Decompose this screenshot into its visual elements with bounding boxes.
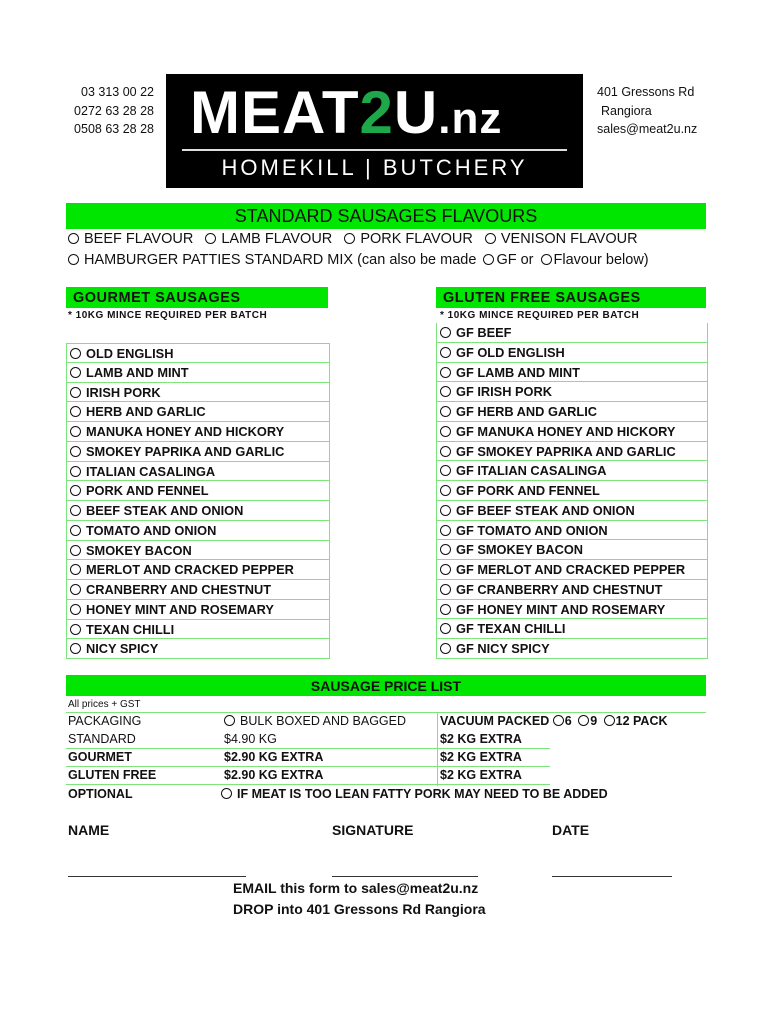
list-item[interactable] bbox=[437, 619, 707, 639]
date-field[interactable] bbox=[552, 875, 672, 877]
list-item-label: CRANBERRY AND CHESTNUT bbox=[86, 582, 272, 597]
radio-icon[interactable] bbox=[70, 446, 81, 457]
address-block bbox=[597, 83, 697, 139]
phone-3: 0508 63 28 28 bbox=[74, 122, 154, 136]
list-item-label: GF SMOKEY BACON bbox=[456, 542, 584, 558]
standard-flavour-options bbox=[68, 231, 638, 247]
list-item[interactable] bbox=[437, 343, 707, 363]
radio-icon[interactable] bbox=[440, 604, 451, 615]
price-divider bbox=[66, 784, 550, 785]
radio-icon[interactable] bbox=[440, 643, 451, 654]
signature-field[interactable] bbox=[332, 875, 478, 877]
list-item-label: GF TOMATO AND ONION bbox=[456, 522, 608, 538]
radio-icon[interactable] bbox=[70, 485, 81, 496]
option-lamb-flavour[interactable]: LAMB FLAVOUR bbox=[205, 231, 332, 247]
list-item-label: GF HONEY MINT AND ROSEMARY bbox=[456, 601, 666, 617]
price-list-banner: SAUSAGE PRICE LIST bbox=[66, 675, 706, 696]
standard-sausages-banner: STANDARD SAUSAGES FLAVOURS bbox=[66, 203, 706, 229]
radio-icon[interactable] bbox=[440, 347, 451, 358]
radio-icon[interactable] bbox=[70, 466, 81, 477]
list-item-label: GF BEEF bbox=[456, 325, 512, 340]
list-item[interactable] bbox=[437, 422, 707, 442]
list-item-label: OLD ENGLISH bbox=[86, 346, 174, 361]
list-item-label: GF MERLOT AND CRACKED PEPPER bbox=[456, 562, 686, 577]
logo-wordmark: MEAT2U.nz bbox=[190, 79, 503, 146]
list-item[interactable] bbox=[437, 600, 707, 620]
radio-icon[interactable] bbox=[70, 505, 81, 516]
list-item-label: GF IRISH PORK bbox=[456, 384, 552, 400]
radio-icon[interactable] bbox=[440, 367, 451, 378]
radio-icon[interactable] bbox=[440, 623, 451, 634]
radio-icon[interactable] bbox=[440, 465, 451, 476]
price-row-bulk: $2.90 KG EXTRA bbox=[224, 768, 324, 782]
list-item-label: GF NICY SPICY bbox=[456, 641, 550, 656]
radio-icon[interactable] bbox=[440, 584, 451, 595]
price-row-label: GOURMET bbox=[68, 750, 132, 764]
list-item[interactable] bbox=[437, 442, 707, 462]
gluten-free-note: * 10KG MINCE REQUIRED PER BATCH bbox=[440, 310, 640, 321]
list-item[interactable] bbox=[67, 402, 329, 422]
radio-icon[interactable] bbox=[604, 715, 615, 726]
price-row-label: STANDARD bbox=[68, 732, 136, 746]
list-item[interactable] bbox=[437, 639, 707, 659]
list-item-label: GF PORK AND FENNEL bbox=[456, 483, 600, 498]
list-item-label: TOMATO AND ONION bbox=[86, 522, 217, 538]
gourmet-list bbox=[66, 343, 330, 659]
list-item-label: SMOKEY PAPRIKA AND GARLIC bbox=[86, 443, 285, 459]
option-bulk[interactable]: BULK BOXED AND BAGGED bbox=[224, 714, 406, 728]
radio-icon[interactable] bbox=[70, 426, 81, 437]
radio-icon[interactable] bbox=[221, 788, 232, 799]
radio-icon[interactable] bbox=[70, 604, 81, 615]
radio-icon[interactable] bbox=[578, 715, 589, 726]
list-item[interactable] bbox=[67, 560, 329, 580]
list-item-label: GF ITALIAN CASALINGA bbox=[456, 463, 607, 479]
hamburger-patties-option: HAMBURGER PATTIES STANDARD MIX (can also be made GF or Flavour below) bbox=[68, 252, 649, 268]
radio-icon[interactable] bbox=[440, 327, 451, 338]
list-item[interactable] bbox=[437, 481, 707, 501]
radio-icon[interactable] bbox=[440, 426, 451, 437]
vacuum-column-divider bbox=[437, 712, 438, 786]
radio-icon[interactable] bbox=[553, 715, 564, 726]
contact-email: sales@meat2u.nz bbox=[597, 122, 698, 136]
list-item-label: MERLOT AND CRACKED PEPPER bbox=[86, 562, 294, 578]
list-item[interactable] bbox=[437, 580, 707, 600]
radio-icon[interactable] bbox=[70, 564, 81, 575]
phone-numbers bbox=[68, 83, 154, 139]
list-item[interactable] bbox=[437, 501, 707, 521]
list-item[interactable] bbox=[67, 343, 329, 363]
meat2u-logo bbox=[166, 74, 583, 188]
name-field[interactable] bbox=[68, 875, 246, 877]
gourmet-note: * 10KG MINCE REQUIRED PER BATCH bbox=[68, 310, 268, 321]
list-item-label: HERB AND GARLIC bbox=[86, 404, 206, 420]
option-beef-flavour[interactable]: BEEF FLAVOUR bbox=[68, 231, 193, 247]
option-fatty-pork[interactable]: IF MEAT IS TOO LEAN FATTY PORK MAY NEED TO BE ADDED bbox=[221, 787, 608, 801]
list-item[interactable] bbox=[67, 363, 329, 383]
list-item-label: GF HERB AND GARLIC bbox=[456, 404, 597, 419]
list-item[interactable] bbox=[437, 560, 707, 580]
list-item[interactable] bbox=[67, 521, 329, 541]
gluten-free-header: GLUTEN FREE SAUSAGES bbox=[436, 287, 706, 308]
radio-icon[interactable] bbox=[485, 233, 496, 244]
logo-tagline: HOMEKILL | BUTCHERY bbox=[221, 155, 528, 180]
radio-icon[interactable] bbox=[205, 233, 216, 244]
radio-icon[interactable] bbox=[70, 624, 81, 635]
radio-icon[interactable] bbox=[70, 643, 81, 654]
list-item[interactable] bbox=[67, 481, 329, 501]
email-instruction: EMAIL this form to sales@meat2u.nz bbox=[233, 880, 479, 896]
list-item-label: IRISH PORK bbox=[86, 384, 161, 400]
radio-icon[interactable] bbox=[440, 544, 451, 555]
drop-instruction: DROP into 401 Gressons Rd Rangiora bbox=[233, 901, 486, 917]
radio-icon[interactable] bbox=[440, 485, 451, 496]
list-item[interactable] bbox=[67, 422, 329, 442]
list-item-label: NICY SPICY bbox=[86, 641, 159, 657]
phone-2: 0272 63 28 28 bbox=[74, 103, 154, 118]
list-item-label: LAMB AND MINT bbox=[86, 364, 189, 380]
list-item-label: MANUKA HONEY AND HICKORY bbox=[86, 424, 285, 439]
radio-icon[interactable] bbox=[440, 446, 451, 457]
list-item-label: GF TEXAN CHILLI bbox=[456, 621, 566, 637]
list-item[interactable] bbox=[67, 383, 329, 403]
list-item-label: TEXAN CHILLI bbox=[86, 621, 175, 637]
list-item-label: PORK AND FENNEL bbox=[86, 483, 209, 499]
list-item[interactable] bbox=[67, 639, 329, 659]
radio-icon[interactable] bbox=[483, 254, 494, 265]
price-row-vacuum: $2 KG EXTRA bbox=[440, 732, 522, 746]
packaging-label: PACKAGING bbox=[68, 714, 142, 728]
list-item-label: GF BEEF STEAK AND ONION bbox=[456, 502, 635, 518]
list-item[interactable] bbox=[67, 580, 329, 600]
gluten-free-list bbox=[436, 323, 708, 659]
optional-label: OPTIONAL bbox=[68, 787, 133, 801]
list-item[interactable] bbox=[437, 363, 707, 383]
address-street: 401 Gressons Rd bbox=[597, 85, 695, 99]
option-venison-flavour[interactable]: VENISON FLAVOUR bbox=[485, 231, 638, 247]
radio-icon[interactable] bbox=[70, 406, 81, 417]
date-label: DATE bbox=[552, 822, 590, 838]
list-item[interactable] bbox=[67, 442, 329, 462]
address-town: Rangiora bbox=[601, 103, 652, 118]
radio-icon[interactable] bbox=[70, 545, 81, 556]
list-item-label: ITALIAN CASALINGA bbox=[86, 463, 216, 479]
price-row-bulk: $2.90 KG EXTRA bbox=[224, 750, 324, 764]
price-divider bbox=[66, 712, 706, 713]
list-item[interactable] bbox=[437, 521, 707, 541]
radio-icon[interactable] bbox=[344, 233, 355, 244]
name-label: NAME bbox=[68, 822, 110, 838]
radio-icon[interactable] bbox=[440, 525, 451, 536]
list-item-label: GF SMOKEY PAPRIKA AND GARLIC bbox=[456, 443, 676, 459]
radio-icon[interactable] bbox=[440, 564, 451, 575]
list-item-label: GF CRANBERRY AND CHESTNUT bbox=[456, 581, 663, 597]
list-item[interactable] bbox=[437, 540, 707, 560]
option-vacuum: VACUUM PACKED 6 9 12 PACK bbox=[440, 714, 668, 728]
list-item-label: GF MANUKA HONEY AND HICKORY bbox=[456, 423, 676, 439]
list-item[interactable] bbox=[67, 620, 329, 640]
list-item[interactable] bbox=[67, 541, 329, 561]
list-item-label: SMOKEY BACON bbox=[86, 542, 192, 558]
price-divider bbox=[66, 766, 550, 767]
price-divider bbox=[66, 748, 550, 749]
list-item[interactable] bbox=[67, 501, 329, 521]
radio-icon[interactable] bbox=[440, 505, 451, 516]
radio-icon[interactable] bbox=[68, 233, 79, 244]
price-row-bulk: $4.90 KG bbox=[224, 732, 277, 746]
list-item-label: BEEF STEAK AND ONION bbox=[86, 503, 244, 518]
list-item[interactable] bbox=[437, 402, 707, 422]
signature-label: SIGNATURE bbox=[332, 822, 414, 838]
logo-divider bbox=[182, 149, 567, 151]
phone-1: 03 313 00 22 bbox=[81, 85, 154, 99]
price-row-vacuum: $2 KG EXTRA bbox=[440, 768, 522, 782]
radio-icon[interactable] bbox=[224, 715, 235, 726]
price-row-vacuum: $2 KG EXTRA bbox=[440, 750, 522, 764]
list-item[interactable] bbox=[437, 382, 707, 402]
gst-note: All prices + GST bbox=[68, 699, 141, 710]
list-item[interactable] bbox=[67, 600, 329, 620]
radio-icon[interactable] bbox=[68, 254, 79, 265]
list-item[interactable] bbox=[437, 323, 707, 343]
radio-icon[interactable] bbox=[541, 254, 552, 265]
radio-icon[interactable] bbox=[70, 525, 81, 536]
radio-icon[interactable] bbox=[70, 348, 81, 359]
radio-icon[interactable] bbox=[70, 387, 81, 398]
option-pork-flavour[interactable]: PORK FLAVOUR bbox=[344, 231, 473, 247]
radio-icon[interactable] bbox=[70, 367, 81, 378]
radio-icon[interactable] bbox=[440, 386, 451, 397]
radio-icon[interactable] bbox=[70, 584, 81, 595]
price-row-label: GLUTEN FREE bbox=[68, 768, 157, 782]
list-item-label: GF LAMB AND MINT bbox=[456, 364, 580, 380]
gourmet-header: GOURMET SAUSAGES bbox=[66, 287, 328, 308]
list-item-label: GF OLD ENGLISH bbox=[456, 344, 565, 360]
list-item-label: HONEY MINT AND ROSEMARY bbox=[86, 601, 274, 617]
list-item[interactable] bbox=[437, 461, 707, 481]
list-item[interactable] bbox=[67, 462, 329, 482]
radio-icon[interactable] bbox=[440, 406, 451, 417]
